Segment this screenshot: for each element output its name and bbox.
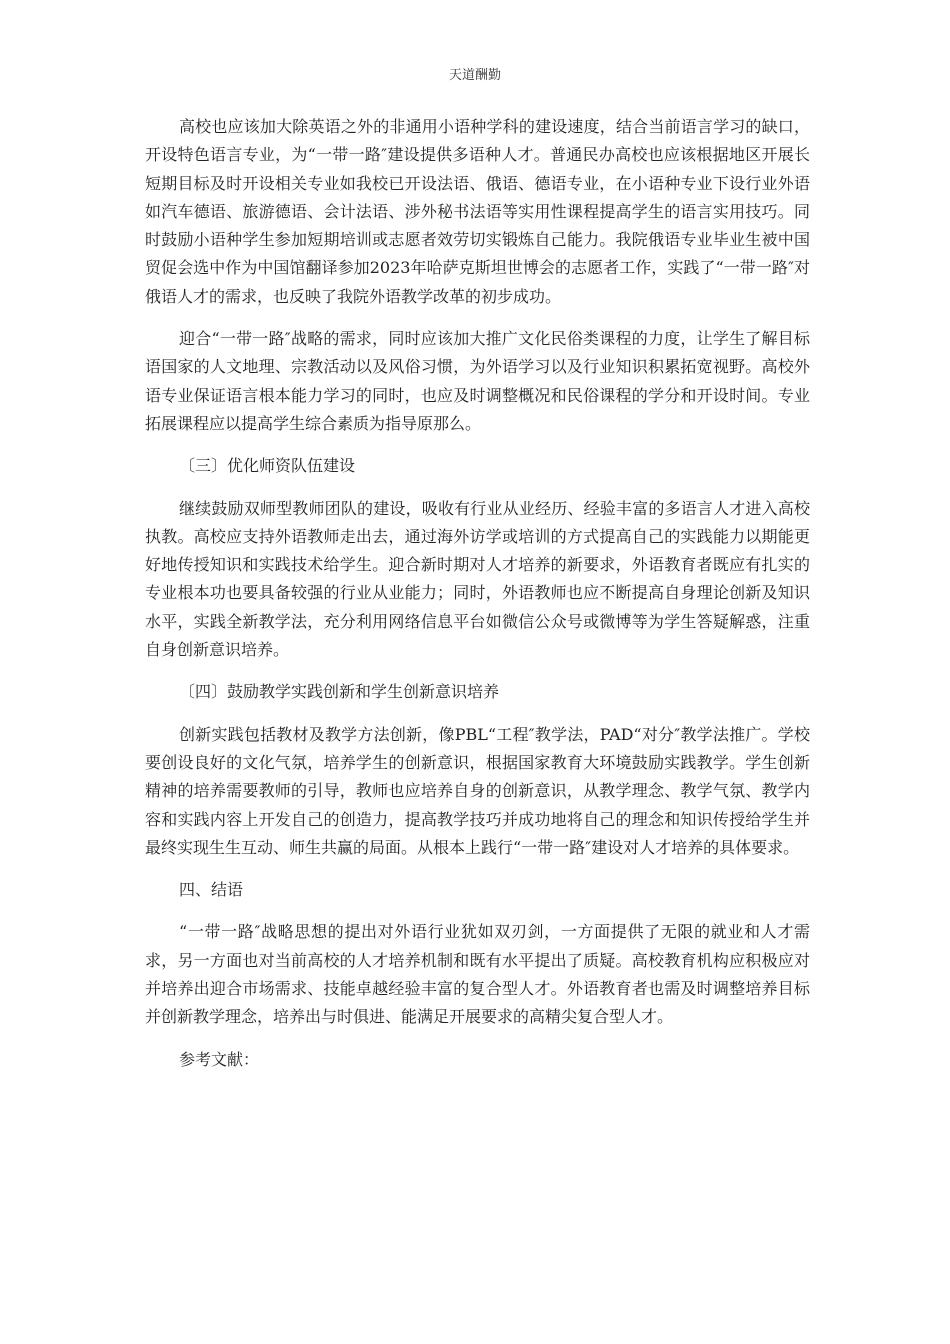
section-heading-conclusion: 四、结语	[179, 880, 244, 900]
paragraph-faculty: 继续鼓励双师型教师团队的建设，吸收有行业从业经历、经验丰富的多语言人才进入高校执教。高校应支持外语教师走出去，通过海外访学或培训的方式提高自己的实践能力以期能更好地传授知识和实践技术给学生。迎合新时期对人才培养的新要求，外语教育者既应有扎实的专业根本功也要具备较强的行业从业能力；同时，外语教师也应不断提高自身理论创新及知识水平，实践全新教学法，充分利用网络信息平台如微信公众号或微博等为学生答疑解惑，注重自身创新意识培养。	[145, 498, 810, 660]
document-body	[145, 113, 810, 1088]
section-heading-innovation: 〔四〕鼓励教学实践创新和学生创新意识培养	[179, 682, 500, 702]
paragraph-minor-languages: 高校也应该加大除英语之外的非通用小语种学科的建设速度，结合当前语言学习的缺口，开设特色语言专业，为“一带一路″建设提供多语种人才。普通民办高校也应该根据地区开展长短期目标及时开设相关专业如我校已开设法语、俄语、德语专业，在小语种专业下设行业外语如汽车德语、旅游德语、会计法语、涉外秘书法语等实用性课程提高学生的语言实用技巧。同时鼓励小语种学生参加短期培训或志愿者效劳切实锻炼自己能力。我院俄语专业毕业生被中国贸促会选中作为中国馆翻译参加2023年哈萨克斯坦世博会的志愿者工作，实践了“一带一路″对俄语人才的需求，也反映了我院外语教学改革的初步成功。	[145, 117, 810, 306]
section-heading-faculty: 〔三〕优化师资队伍建设	[179, 456, 356, 476]
page-header: 天道酬勤	[448, 68, 501, 83]
paragraph-culture-courses: 迎合“一带一路″战略的需求，同时应该加大推广文化民俗类课程的力度，让学生了解目标语国家的人文地理、宗教活动以及风俗习惯，为外语学习以及行业知识积累拓宽视野。高校外语专业保证语言根本能力学习的同时，也应及时调整概况和民俗课程的学分和开设时间。专业拓展课程应以提高学生综合素质为指导原那么。	[145, 329, 810, 433]
paragraph-conclusion: “一带一路″战略思想的提出对外语行业犹如双刃剑，一方面提供了无限的就业和人才需求，另一方面也对当前高校的人才培养机制和既有水平提出了质疑。高校教育机构应积极应对并培养出迎合市场需求、技能卓越经验丰富的复合型人才。外语教育者也需及时调整培养目标并创新教学理念，培养出与时俱进、能满足开展要求的高精尖复合型人才。	[145, 922, 810, 1027]
section-heading-references: 参考文献：	[179, 1049, 260, 1069]
paragraph-innovation: 创新实践包括教材及教学方法创新，像PBL“工程″教学法，PAD“对分″教学法推广。学校要创设良好的文化气氛，培养学生的创新意识，根据国家教育大环境鼓励实践教学。学生创新精神的培养需要教师的引导，教师也应培养自身的创新意识，从教学理念、教学气氛、教学内容和实践内容上开发自己的创造力，提高教学技巧并成功地将自己的理念和知识传授给学生并最终实现生生互动、师生共赢的局面。从根本上践行“一带一路″建设对人才培养的具体要求。	[145, 724, 810, 857]
